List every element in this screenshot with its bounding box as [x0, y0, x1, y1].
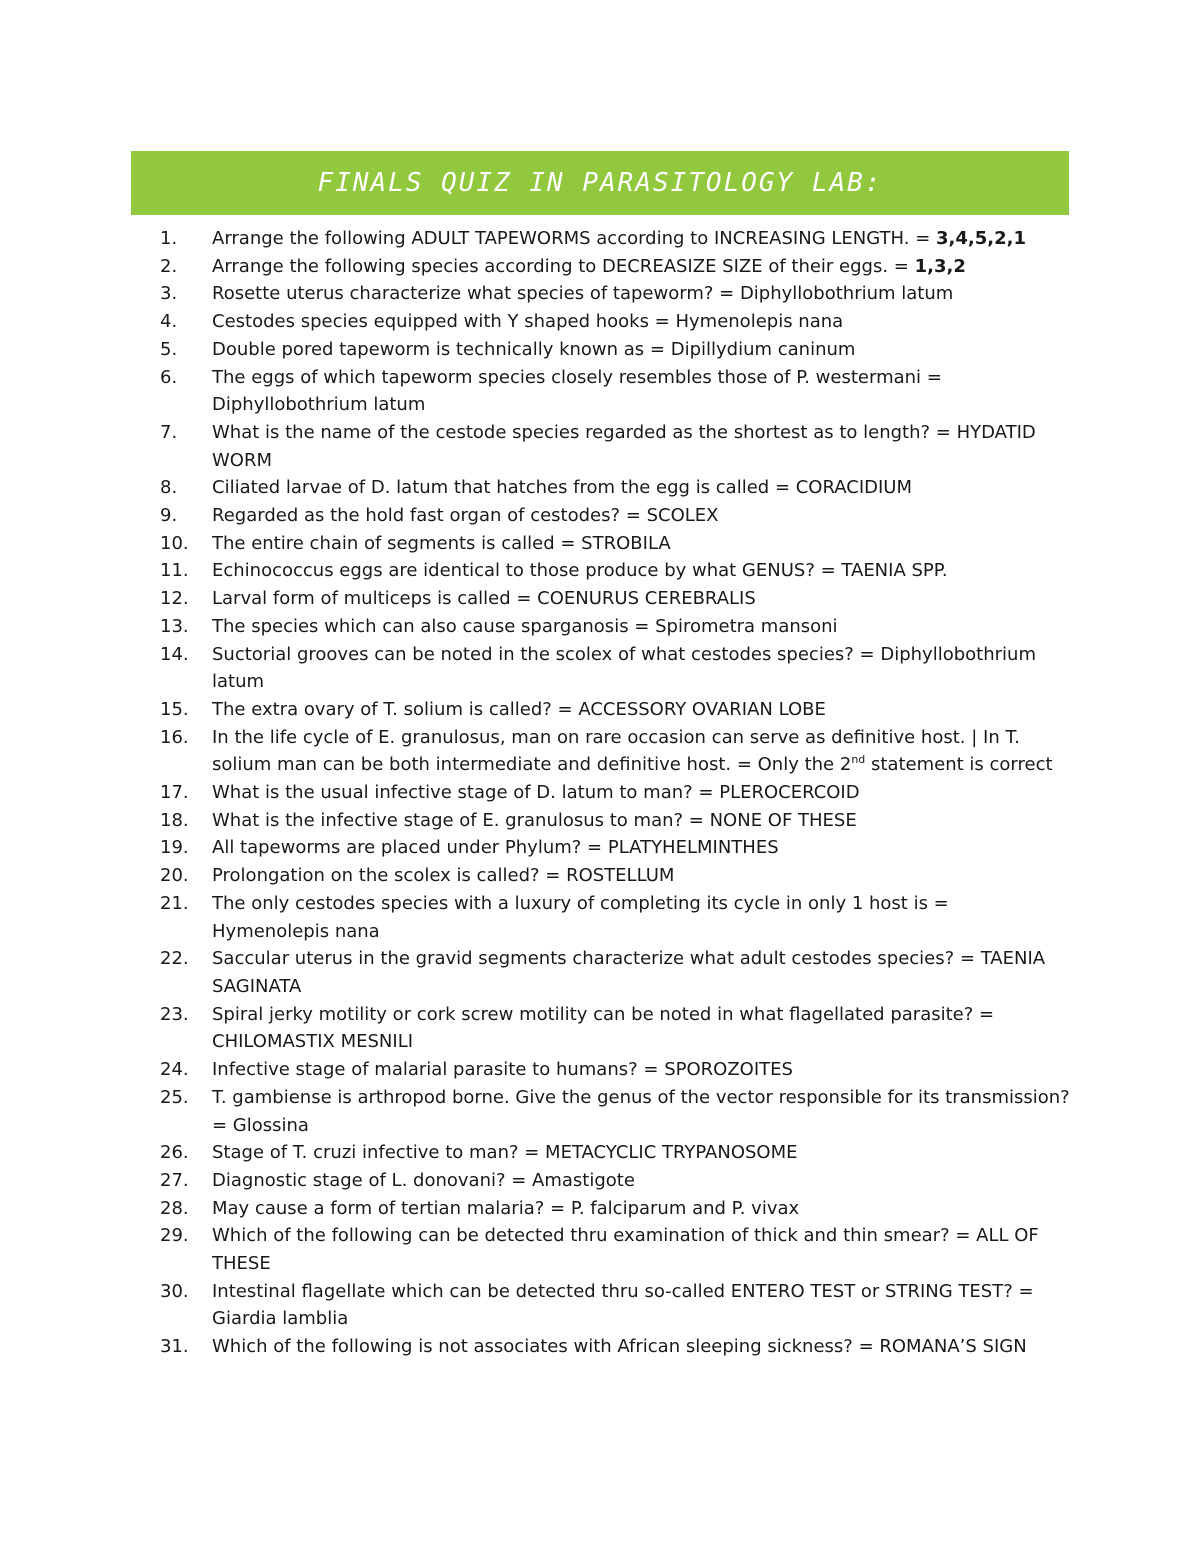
- quiz-item-30: [160, 1278, 1070, 1333]
- item-number: 10.: [160, 532, 189, 554]
- item-number: 29.: [160, 1225, 189, 1247]
- item-number: 6.: [160, 366, 178, 388]
- item-text: T. gambiense is arthropod borne. Give the genus of the vector responsible for its transmission? = Glossina: [212, 1086, 1070, 1136]
- item-text: Double pored tapeworm is technically known as = Dipillydium caninum: [212, 338, 856, 360]
- quiz-item-29: [160, 1222, 1070, 1277]
- item-number: 25.: [160, 1086, 189, 1108]
- quiz-item-4: [160, 308, 1070, 336]
- item-answer: 3,4,5,2,1: [936, 228, 1026, 249]
- quiz-item-24: [160, 1056, 1070, 1084]
- quiz-item-23: [160, 1001, 1070, 1056]
- item-text: What is the infective stage of E. granulosus to man? = NONE OF THESE: [212, 809, 857, 831]
- item-number: 14.: [160, 643, 189, 665]
- quiz-item-25: [160, 1084, 1070, 1139]
- quiz-item-21: [160, 890, 1070, 945]
- item-text: Intestinal flagellate which can be detected thru so-called ENTERO TEST or STRING TEST? = Giardia lamblia: [212, 1280, 1034, 1330]
- quiz-item-6: [160, 364, 1070, 419]
- item-number: 30.: [160, 1280, 189, 1302]
- item-text: Rosette uterus characterize what species of tapeworm? = Diphyllobothrium latum: [212, 283, 954, 305]
- quiz-item-19: [160, 834, 1070, 862]
- quiz-item-13: [160, 613, 1070, 641]
- quiz-item-2: [160, 253, 1070, 281]
- item-text: Infective stage of malarial parasite to humans? = SPOROZOITES: [212, 1059, 793, 1081]
- item-number: 27.: [160, 1169, 189, 1191]
- item-text: [212, 225, 1070, 253]
- quiz-item-31: [160, 1333, 1070, 1361]
- item-text: Larval form of multiceps is called = COENURUS CEREBRALIS: [212, 588, 756, 610]
- item-text: Stage of T. cruzi infective to man? = METACYCLIC TRYPANOSOME: [212, 1142, 798, 1164]
- item-number: 16.: [160, 726, 189, 748]
- quiz-item-7: [160, 419, 1070, 474]
- quiz-item-15: [160, 696, 1070, 724]
- item-number: 22.: [160, 948, 189, 970]
- item-answer: 1,3,2: [914, 255, 966, 277]
- quiz-item-17: [160, 779, 1070, 807]
- quiz-item-18: [160, 807, 1070, 835]
- quiz-item-12: [160, 585, 1070, 613]
- quiz-item-28: [160, 1195, 1070, 1223]
- item-number: 19.: [160, 837, 189, 859]
- item-text: The extra ovary of T. solium is called? = ACCESSORY OVARIAN LOBE: [212, 698, 826, 720]
- quiz-item-9: [160, 502, 1070, 530]
- quiz-item-11: [160, 557, 1070, 585]
- item-number: 28.: [160, 1197, 189, 1219]
- item-number: 13.: [160, 615, 189, 637]
- quiz-item-20: [160, 862, 1070, 890]
- item-text: All tapeworms are placed under Phylum? = PLATYHELMINTHES: [212, 837, 779, 859]
- quiz-item-5: [160, 336, 1070, 364]
- quiz-item-16: [160, 724, 1070, 779]
- item-number: 18.: [160, 809, 189, 831]
- quiz-item-26: [160, 1139, 1070, 1167]
- item-text: The species which can also cause sparganosis = Spirometra mansoni: [212, 615, 838, 637]
- page-title: FINALS QUIZ IN PARASITOLOGY LAB:: [317, 168, 883, 198]
- quiz-list: [160, 225, 1070, 1361]
- item-text: Which of the following is not associates with African sleeping sickness? = ROMANA’S SIGN: [212, 1336, 1027, 1358]
- quiz-item-1: [160, 225, 1070, 253]
- item-text: Saccular uterus in the gravid segments characterize what adult cestodes species? = TAENIA SAGINATA: [212, 948, 1046, 997]
- quiz-item-8: [160, 474, 1070, 502]
- item-text: Suctorial grooves can be noted in the scolex of what cestodes species? = Diphyllobothrium latum: [212, 643, 1036, 693]
- item-text: [212, 724, 1070, 779]
- quiz-item-3: [160, 280, 1070, 308]
- item-text: Diagnostic stage of L. donovani? = Amastigote: [212, 1169, 635, 1191]
- item-number: 9.: [160, 505, 178, 527]
- item-number: 26.: [160, 1142, 189, 1164]
- item-text: What is the usual infective stage of D. latum to man? = PLEROCERCOID: [212, 782, 860, 804]
- item-text: Echinococcus eggs are identical to those produce by what GENUS? = TAENIA SPP.: [212, 560, 948, 582]
- item-text: Cestodes species equipped with Y shaped hooks = Hymenolepis nana: [212, 311, 844, 333]
- item-question: Arrange the following species according to DECREASIZE SIZE of their eggs. =: [212, 255, 915, 277]
- item-number: 20.: [160, 865, 189, 887]
- item-text: What is the name of the cestode species regarded as the shortest as to length? = HYDATID WORM: [212, 421, 1036, 471]
- item-number: 11.: [160, 560, 189, 582]
- item-text: Spiral jerky motility or cork screw motility can be noted in what flagellated parasite? = CHILOMASTIX MESNILI: [212, 1003, 995, 1053]
- quiz-item-27: [160, 1167, 1070, 1195]
- item-text: Ciliated larvae of D. latum that hatches from the egg is called = CORACIDIUM: [212, 477, 913, 499]
- item-number: 21.: [160, 892, 189, 914]
- item-number: 2.: [160, 255, 178, 277]
- item-text-after: statement is correct: [865, 754, 1053, 776]
- item-number: 17.: [160, 782, 189, 804]
- quiz-item-14: [160, 641, 1070, 696]
- quiz-item-22: [160, 945, 1070, 1000]
- item-number: 7.: [160, 421, 178, 443]
- item-number: 24.: [160, 1059, 189, 1081]
- item-text: Prolongation on the scolex is called? = ROSTELLUM: [212, 865, 675, 887]
- ordinal-suffix: nd: [851, 753, 866, 767]
- item-number: 1.: [160, 228, 178, 249]
- item-number: 12.: [160, 588, 189, 610]
- item-number: 8.: [160, 477, 178, 499]
- item-text: The entire chain of segments is called = STROBILA: [212, 532, 671, 554]
- item-text: Regarded as the hold fast organ of cestodes? = SCOLEX: [212, 505, 719, 527]
- item-number: 15.: [160, 698, 189, 720]
- item-number: 3.: [160, 283, 178, 305]
- item-text: The eggs of which tapeworm species closely resembles those of P. westermani = Diphyllobothrium latum: [212, 366, 942, 416]
- item-text-before: In the life cycle of E. granulosus, man on rare occasion can serve as definitive host. | In T. solium man can be both intermediate and definitive host. = Only the 2: [212, 726, 1021, 776]
- item-number: 4.: [160, 311, 178, 333]
- title-banner: [131, 151, 1069, 215]
- item-question: Arrange the following ADULT TAPEWORMS according to INCREASING LENGTH. =: [212, 228, 936, 249]
- item-text: Which of the following can be detected thru examination of thick and thin smear? = ALL OF THESE: [212, 1225, 1039, 1275]
- item-number: 5.: [160, 338, 178, 360]
- item-text: May cause a form of tertian malaria? = P. falciparum and P. vivax: [212, 1197, 800, 1219]
- item-number: 31.: [160, 1336, 189, 1358]
- quiz-item-10: [160, 530, 1070, 558]
- item-text: The only cestodes species with a luxury of completing its cycle in only 1 host is = Hymenolepis nana: [212, 892, 949, 942]
- item-number: 23.: [160, 1003, 189, 1025]
- item-text: [212, 253, 1070, 281]
